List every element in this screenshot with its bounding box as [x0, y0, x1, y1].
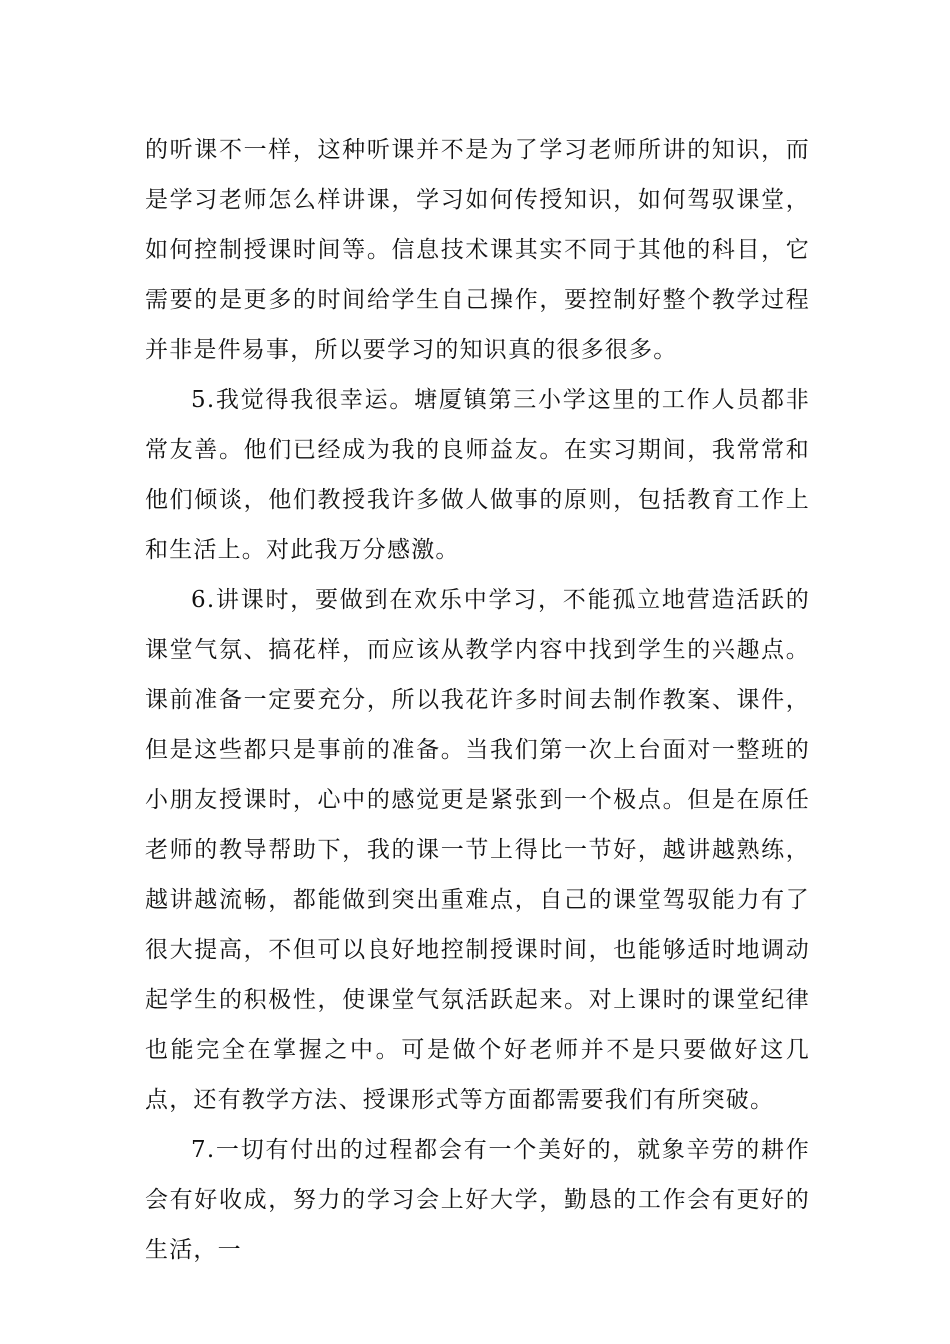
paragraph-continuation: 的听课不一样，这种听课并不是为了学习老师所讲的知识，而是学习老师怎么样讲课，学习如何传授知识，如何驾驭课堂，如何控制授课时间等。信息技术课其实不同于其他的科目，它需要的是更多的时间给学生自己操作，要控制好整个教学过程并非是件易事，所以要学习的知识真的很多很多。 [145, 137, 810, 363]
paragraph-item-5: 5.我觉得我很幸运。塘厦镇第三小学这里的工作人员都非常友善。他们已经成为我的良师益友。在实习期间，我常常和他们倾谈，他们教授我许多做人做事的原则，包括教育工作上和生活上。对此我万分感激。 [145, 387, 810, 563]
paragraph-item-7: 7.一切有付出的过程都会有一个美好的，就象辛劳的耕作会有好收成，努力的学习会上好大学，勤恳的工作会有更好的生活，一 [145, 1137, 810, 1263]
document-body [145, 125, 810, 1275]
paragraph-item-6: 6.讲课时，要做到在欢乐中学习，不能孤立地营造活跃的课堂气氛、搞花样，而应该从教学内容中找到学生的兴趣点。课前准备一定要充分，所以我花许多时间去制作教案、课件，但是这些都只是事前的准备。当我们第一次上台面对一整班的小朋友授课时，心中的感觉更是紧张到一个极点。但是在原任老师的教导帮助下，我的课一节上得比一节好，越讲越熟练，越讲越流畅，都能做到突出重难点，自己的课堂驾驭能力有了很大提高，不但可以良好地控制授课时间，也能够适时地调动起学生的积极性，使课堂气氛活跃起来。对上课时的课堂纪律也能完全在掌握之中。可是做个好老师并不是只要做好这几点，还有教学方法、授课形式等方面都需要我们有所突破。 [145, 587, 810, 1113]
